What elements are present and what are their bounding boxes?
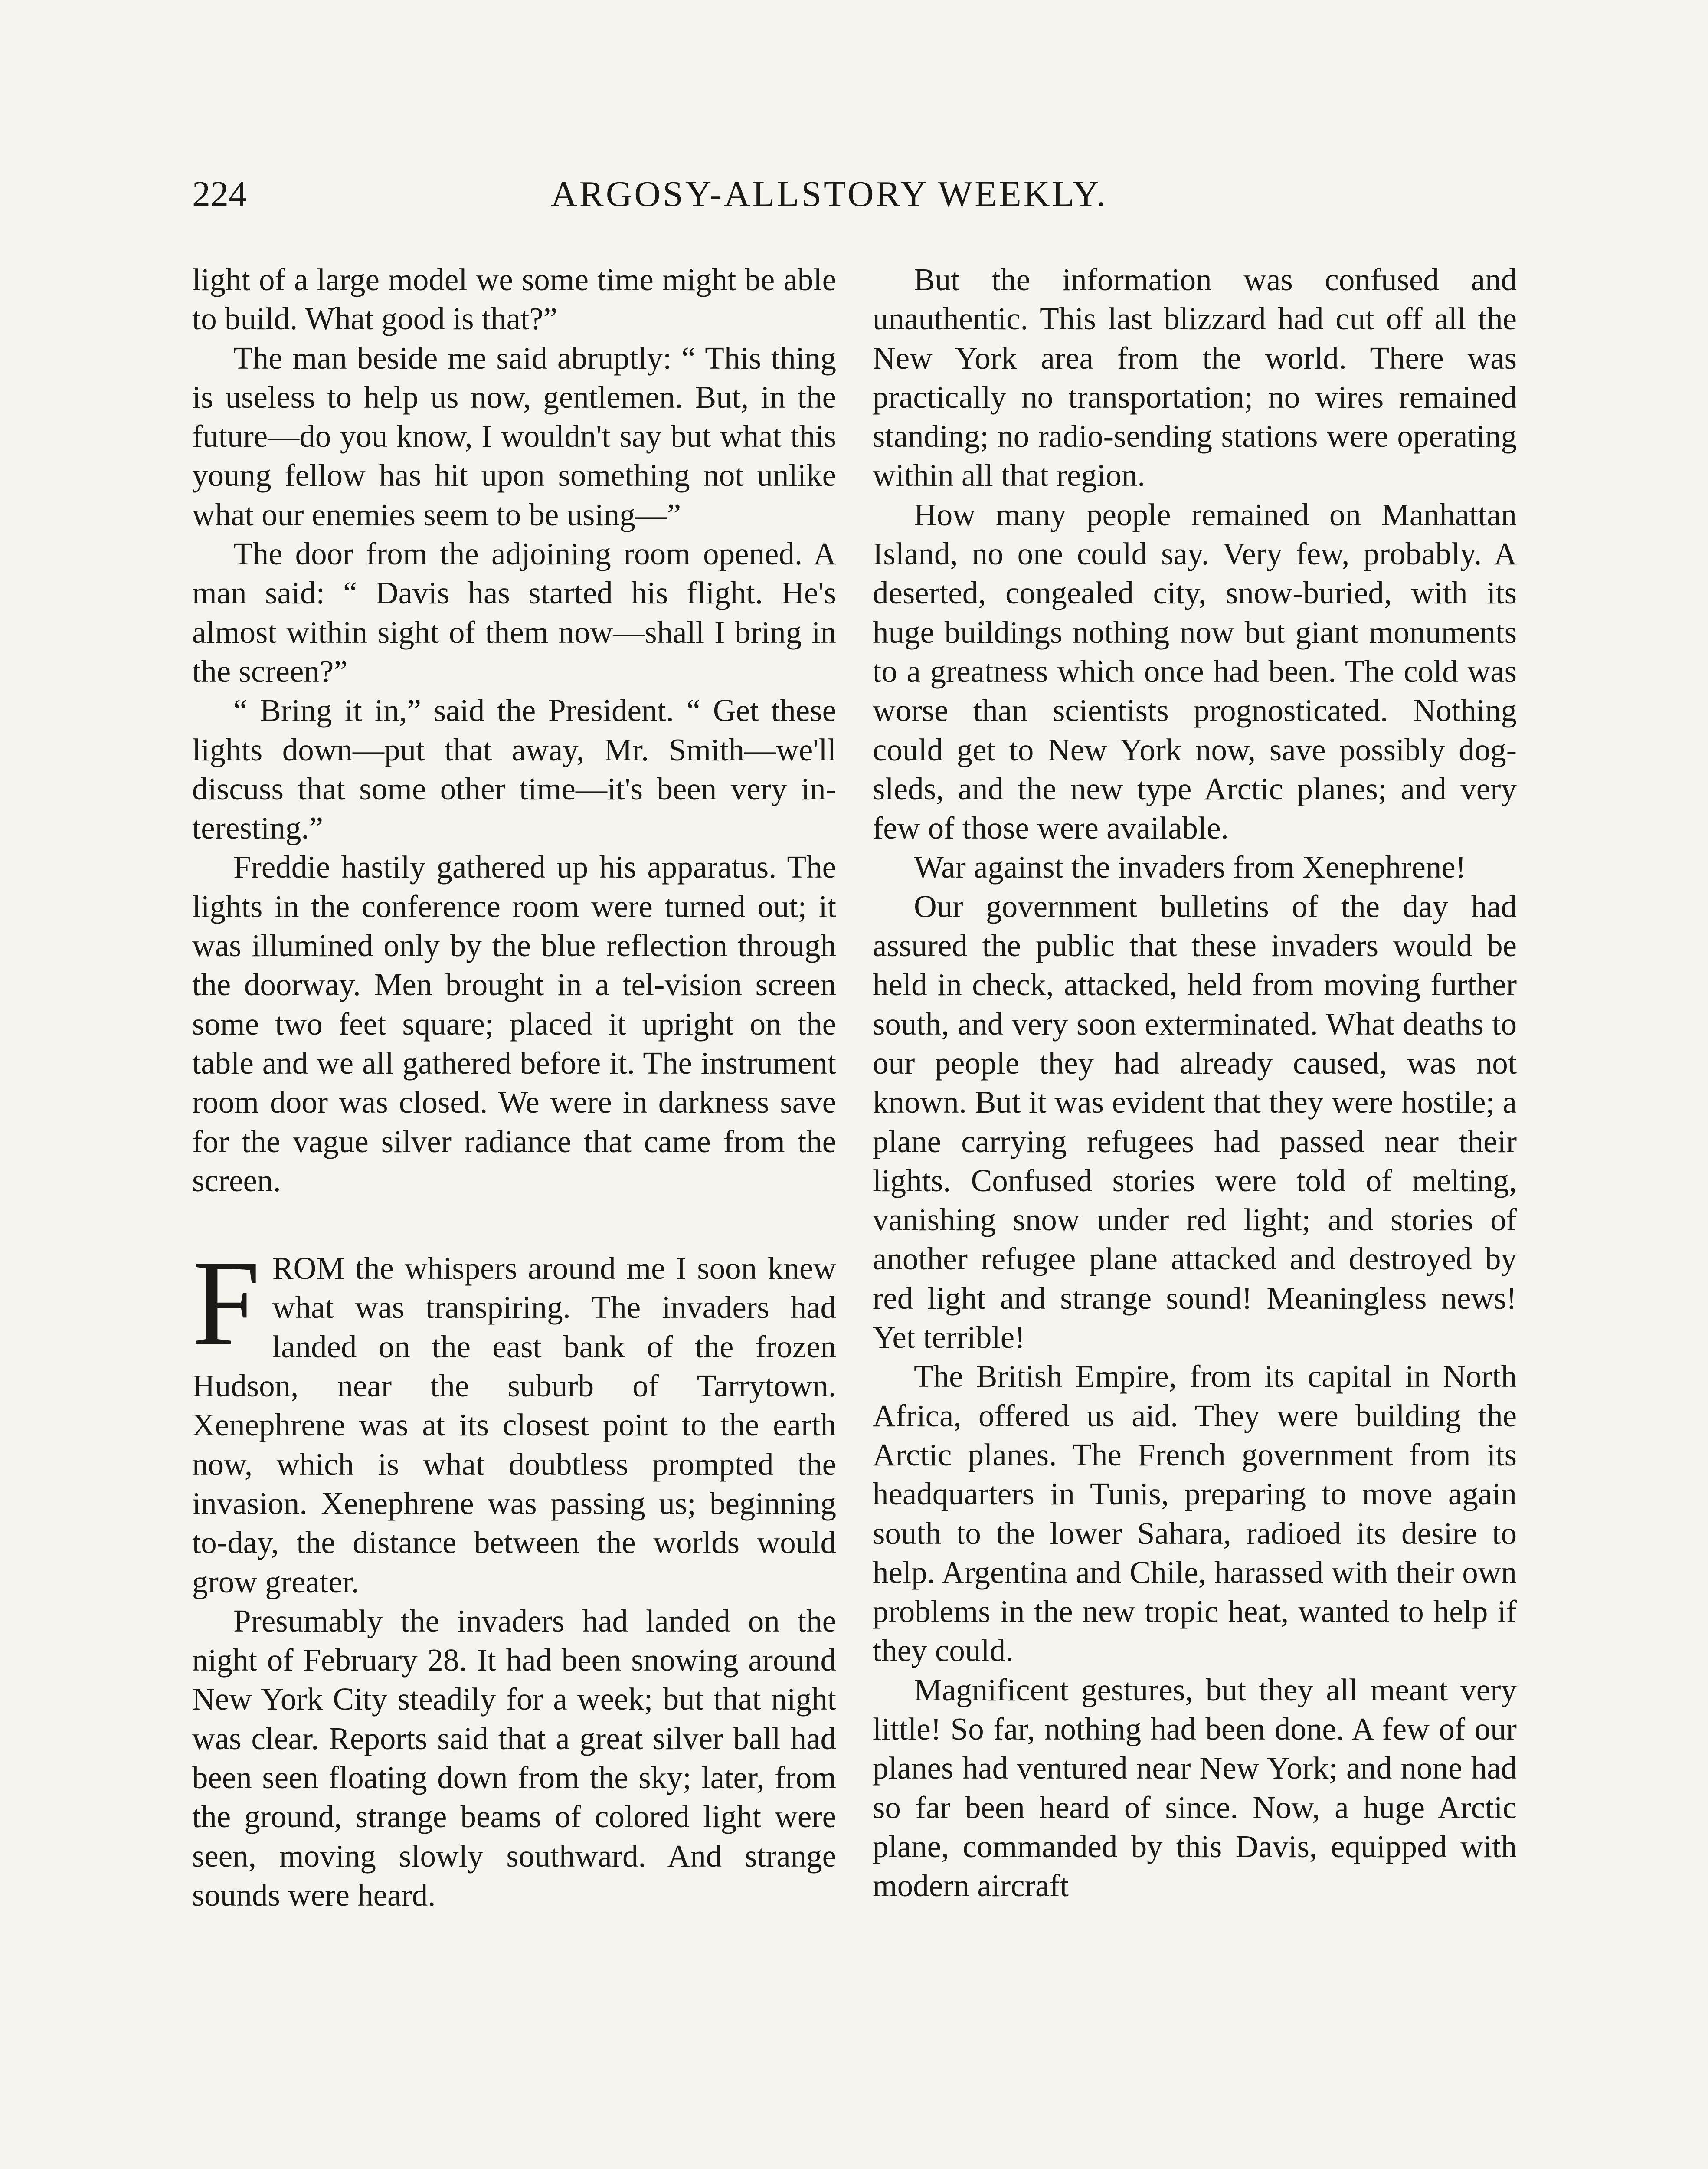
running-title: ARGOSY-ALLSTORY WEEKLY. xyxy=(551,174,1108,214)
paragraph: The door from the adjoining room opened. A man said: “ Davis has started his flight. He's almost within sight of them now—shall I bring in the screen?” xyxy=(192,536,836,689)
left-column xyxy=(192,260,836,1915)
drop-cap: F xyxy=(192,1235,260,1371)
page-number: 224 xyxy=(192,174,247,214)
paragraph: Our government bulletins of the day had assured the public that these invaders would be held in check, attacked, held from moving further south, and very soon exterminated. What deaths to our people they had already caused, was not known. But it was evident that they were hostile; a plane carrying refugees had passed near their lights. Confused stories were told of melting, vanishing snow under red light; and stories of another refugee plane attacked and destroyed by red light and strange sound! Meaningless news! Yet terrible! xyxy=(873,888,1517,1355)
section-opening-paragraph xyxy=(192,1235,836,1602)
paragraph: Magnificent gestures, but they all meant very little! So far, nothing had been done. A few of our planes had ventured near New York; and none had so far been heard of since. Now, a huge Arctic plane, commanded by this Davis, equipped with modern aircraft xyxy=(873,1672,1517,1904)
paragraph: The British Empire, from its capital in North Africa, offered us aid. They were building the Arctic planes. The French government from its headquarters in Tunis, preparing to move again south to the lower Sahara, radioed its desire to help. Argentina and Chile, harassed with their own problems in the new tropic heat, wanted to help if they could. xyxy=(873,1359,1517,1668)
paragraph-text: ROM the whispers around me I soon knew what was transpiring. The invaders had landed on the east bank of the frozen Hudson, near the suburb of Tarrytown. Xenephrene was at its closest point to the earth now, which is what doubtless prompted the invasion. Xenephrene was passing us; beginning to-day, the distance between the worlds would grow greater. xyxy=(192,1251,836,1599)
paragraph: Freddie hastily gathered up his apparatus. The lights in the conference room were turned out; it was illumined only by the blue reflection through the doorway. Men brought in a tel-vision screen some two feet square; placed it upright on the table and we all gathered before it. The instrument room door was closed. We were in darkness save for the vague silver radiance that came from the screen. xyxy=(192,849,836,1198)
paragraph: How many people remained on Manhattan Island, no one could say. Very few, probably. A deserted, congealed city, snow-buried, with its huge buildings nothing now but giant monuments to a greatness which once had been. The cold was worse than scientists prognosticated. Nothing could get to New York now, save possibly dogsleds, and the new type Arctic planes; and very few of those were available. xyxy=(873,497,1517,846)
right-column xyxy=(873,260,1517,1905)
paragraph: “ Bring it in,” said the President. “ Get these lights down—put that away, Mr. Smith—we'll discuss that some other time—it's been very interesting.” xyxy=(192,693,836,846)
paragraph: War against the invaders from Xenephrene! xyxy=(914,849,1466,885)
paragraph: Presumably the invaders had landed on the night of February 28. It had been snowing around New York City steadily for a week; but that night was clear. Reports said that a great silver ball had been seen floating down from the sky; later, from the ground, strange beams of colored light were seen, moving slowly southward. And strange sounds were heard. xyxy=(192,1603,836,1913)
paragraph: But the information was confused and unauthentic. This last blizzard had cut off all the New York area from the world. There was practically no transportation; no wires remained standing; no radio-sending stations were operating within all that region. xyxy=(873,262,1517,493)
paragraph: The man beside me said abruptly: “ This thing is useless to help us now, gentlemen. But, in the future—do you know, I wouldn't say but what this young fellow has hit upon something not unlike what our enemies seem to be using—” xyxy=(192,340,836,532)
paragraph: light of a large model we some time might be able to build. What good is that?” xyxy=(192,262,836,337)
